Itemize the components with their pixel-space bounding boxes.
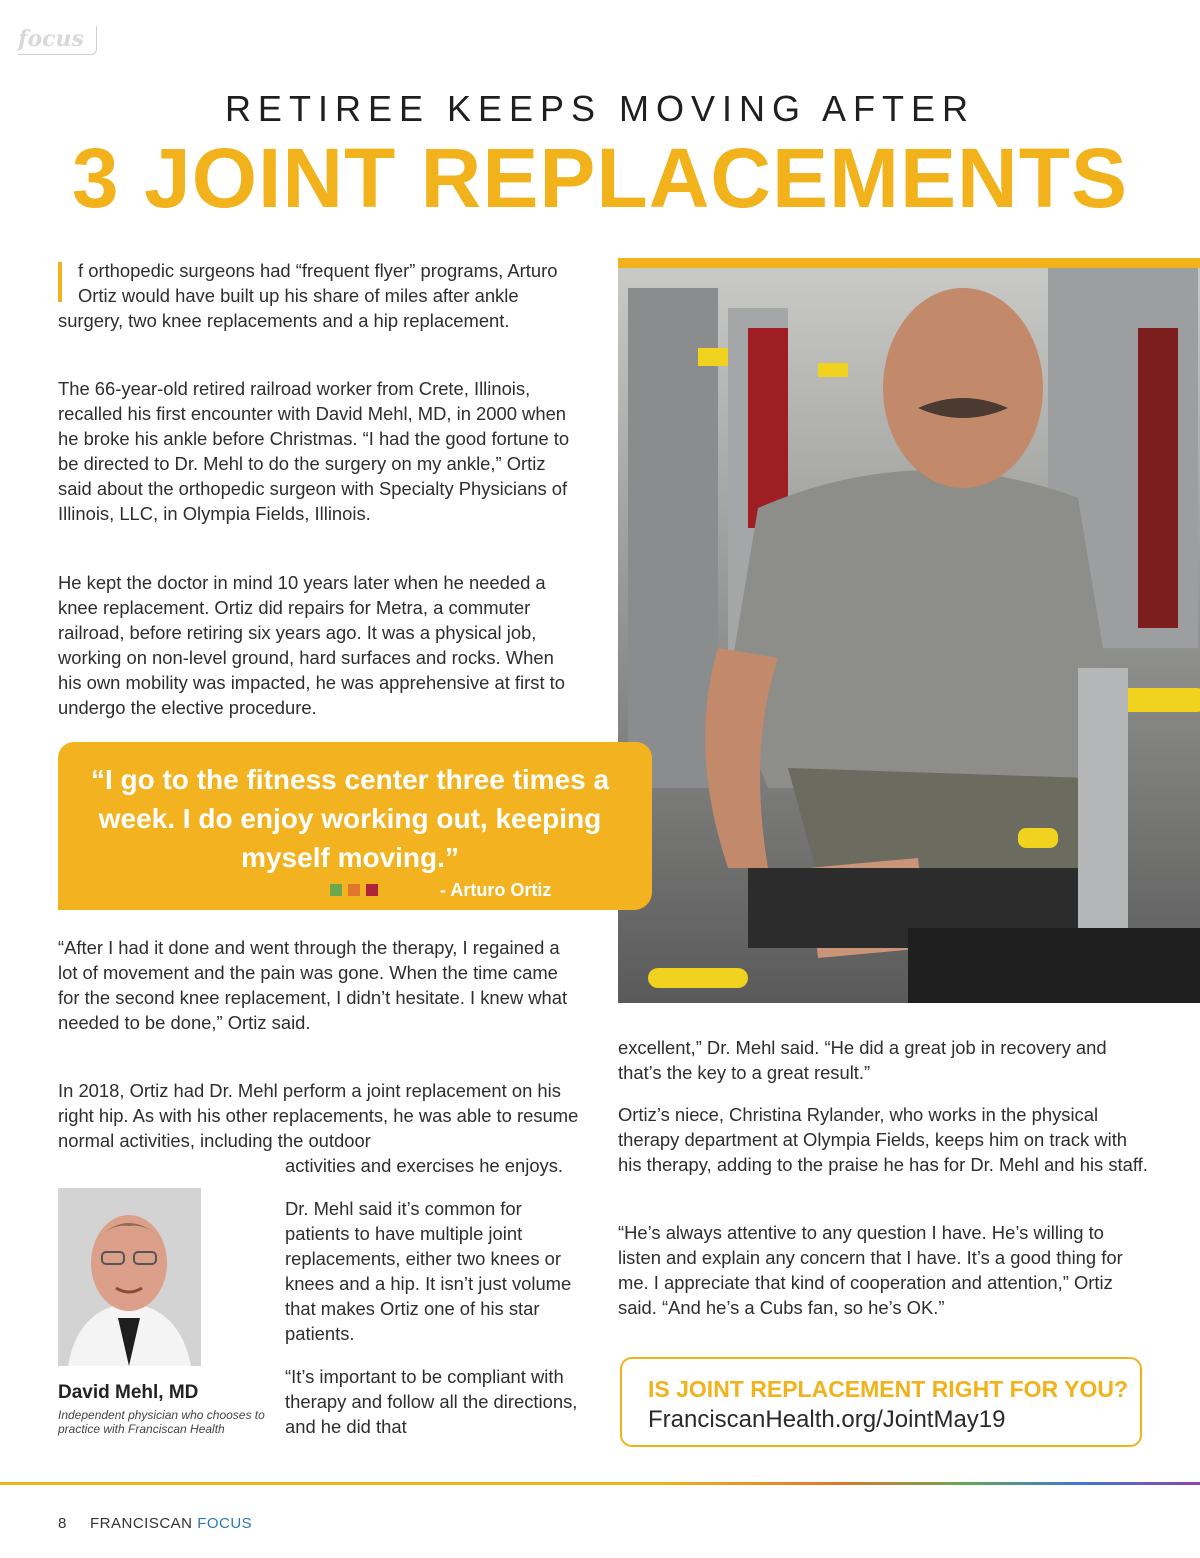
cta-link[interactable]: FranciscanHealth.org/JointMay19	[648, 1406, 1006, 1433]
article-paragraph-9: Ortiz’s niece, Christina Rylander, who works in the physical therapy department at Olympia Fields, keeps him on track with his therapy, adding to the praise he has for Dr. Mehl and his staff.	[618, 1104, 1148, 1175]
article-paragraph-8: excellent,” Dr. Mehl said. “He did a great job in recovery and that’s the key to a great result.”	[618, 1037, 1107, 1083]
footer-divider	[0, 1482, 1200, 1485]
pull-quote-text: “I go to the fitness center three times a week. I do enjoy working out, keeping myself moving.”	[90, 764, 610, 873]
ortiz-gym-photo	[618, 258, 1200, 1003]
article-paragraph-5: In 2018, Ortiz had Dr. Mehl perform a joint replacement on his right hip. As with his other replacements, he was able to resume normal activities, including the outdoor	[58, 1080, 579, 1151]
cta-heading: IS JOINT REPLACEMENT RIGHT FOR YOU?	[648, 1376, 1129, 1402]
doctor-caption: Independent physician who chooses to practice with Franciscan Health	[58, 1408, 265, 1436]
footer-brand-name: FRANCISCAN	[90, 1515, 193, 1532]
article-paragraph-3: He kept the doctor in mind 10 years later when he needed a knee replacement. Ortiz did repairs for Metra, a commuter railroad, before retiring six years ago. It was a physical job, working on non-level ground, hard surfaces and rocks. When his own mobility was impacted, he was apprehensive at first to undergo the elective procedure.	[58, 572, 565, 718]
article-paragraph-5-continued: activities and exercises he enjoys.	[285, 1155, 564, 1176]
article-paragraph-6: Dr. Mehl said it’s common for patients to have multiple joint replacements, either two knees or knees and a hip. It isn’t just volume that makes Ortiz one of his star patients.	[285, 1198, 572, 1344]
accent-square-orange	[348, 884, 360, 896]
article-paragraph-4: “After I had it done and went through the therapy, I regained a lot of movement and the pain was gone. When the time came for the second knee replacement, I didn’t hesitate. I knew what needed to be done,” Ortiz said.	[58, 937, 568, 1033]
article-paragraph-1	[58, 258, 558, 333]
article-paragraph-7: “It’s important to be compliant with therapy and follow all the directions, and he did that	[285, 1366, 578, 1437]
page-number: 8	[58, 1515, 67, 1532]
dropcap-rule	[58, 262, 74, 302]
article-kicker: RETIREE KEEPS MOVING AFTER	[224, 88, 976, 129]
article-headline: 3 JOINT REPLACEMENTS	[71, 131, 1129, 225]
footer-brand-accent: FOCUS	[197, 1515, 253, 1532]
doctor-name: David Mehl, MD	[58, 1382, 199, 1403]
doctor-portrait	[58, 1188, 201, 1366]
article-paragraph-2: The 66-year-old retired railroad worker from Crete, Illinois, recalled his first encounter with David Mehl, MD, in 2000 when he broke his ankle before Christmas. “I had the good fortune to be directed to Dr. Mehl to do the surgery on my ankle,” Ortiz said about the orthopedic surgeon with Specialty Physicians of Illinois, LLC, in Olympia Fields, Illinois.	[58, 378, 570, 524]
footer-brand	[90, 1515, 252, 1532]
paragraph-text: f orthopedic surgeons had “frequent flyer” programs, Arturo Ortiz would have built up his share of miles after ankle surgery, two knee replacements and a hip replacement.	[58, 260, 558, 331]
focus-logo: focus	[18, 26, 97, 55]
accent-square-green	[330, 884, 342, 896]
article-paragraph-10: “He’s always attentive to any question I have. He’s willing to listen and explain any concern that I have. It’s a good thing for me. I appreciate that kind of cooperation and attention,” Ortiz said. “And he’s a Cubs fan, so he’s OK.”	[618, 1222, 1123, 1318]
accent-square-red	[366, 884, 378, 896]
pull-quote-author: - Arturo Ortiz	[440, 880, 552, 900]
